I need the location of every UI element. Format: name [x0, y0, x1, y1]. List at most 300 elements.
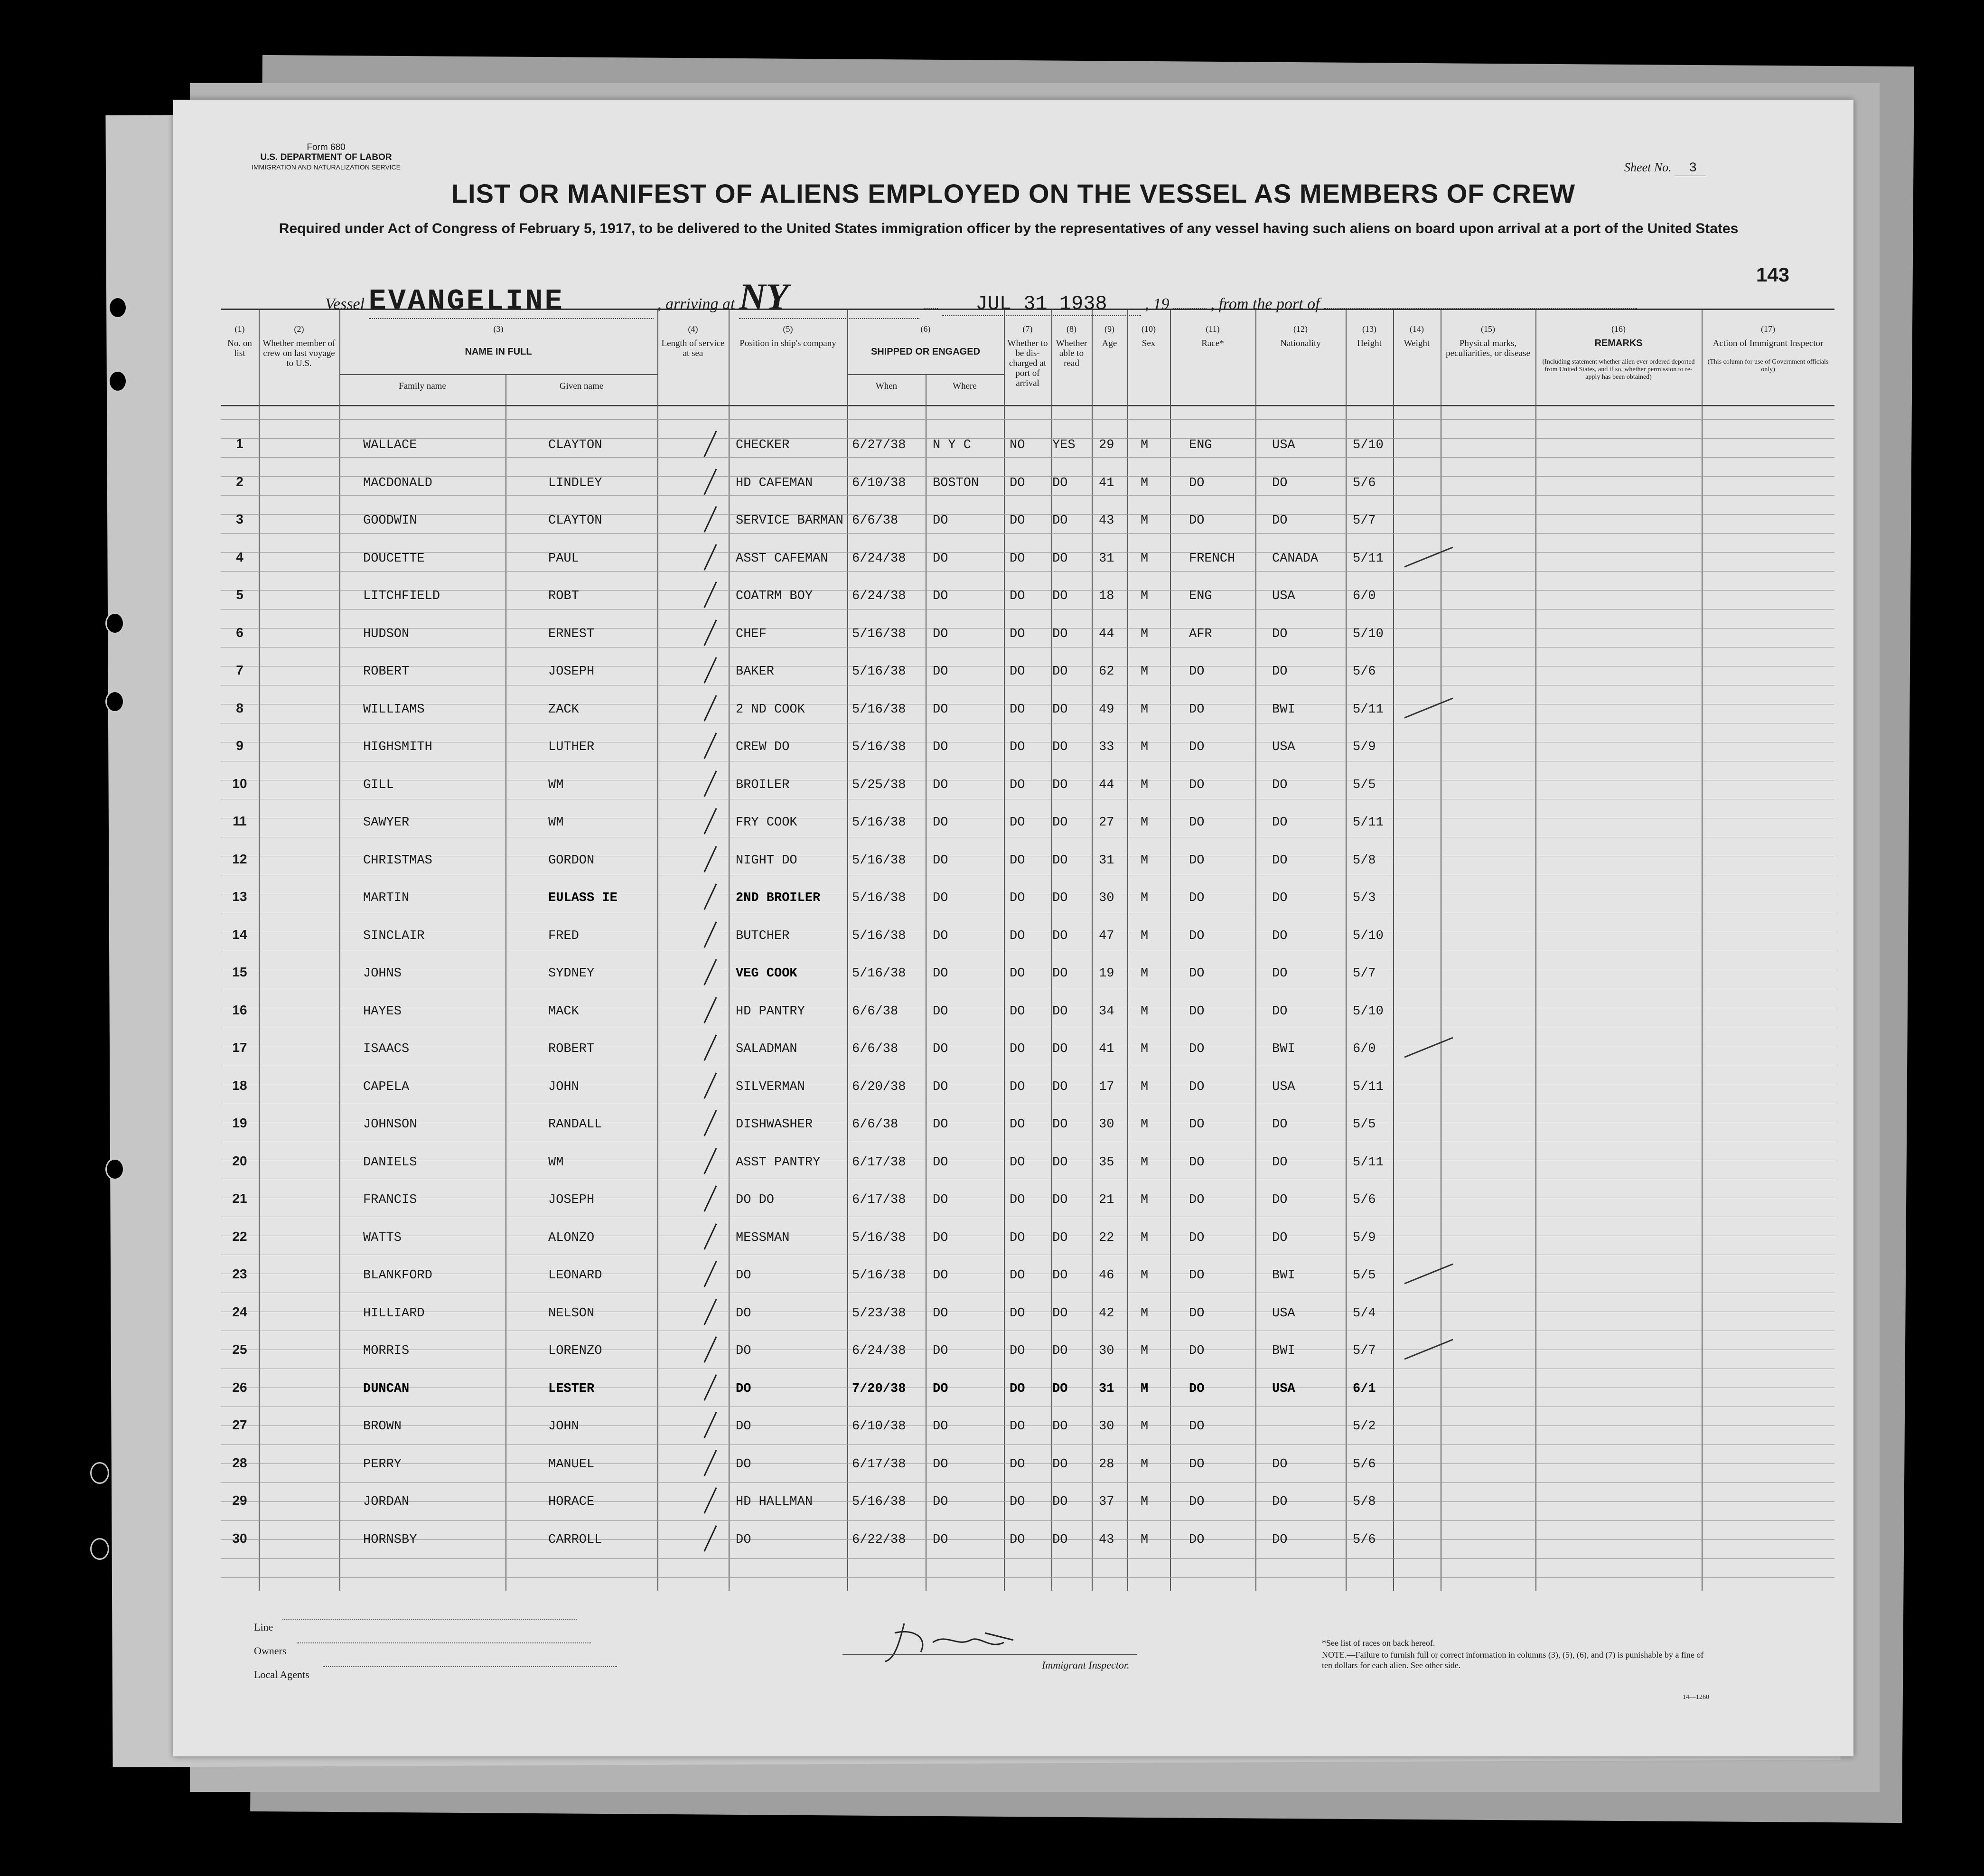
form-number: Form 680: [307, 142, 346, 152]
discharged-cell: DO: [1010, 589, 1025, 603]
line-label: Line: [254, 1621, 273, 1633]
family-name-cell: JORDAN: [363, 1495, 410, 1509]
sheet-label: Sheet No.: [1624, 160, 1672, 174]
height-cell: 5/6: [1353, 476, 1376, 490]
ruling-line: [221, 1558, 1834, 1559]
given-name-cell: ERNEST: [548, 627, 595, 641]
nationality-cell: USA: [1272, 438, 1295, 452]
shipped-where-cell: DO: [933, 816, 948, 830]
read-cell: DO: [1052, 589, 1068, 603]
service-length-mark: [703, 1412, 717, 1438]
column-number: (11): [1206, 324, 1220, 334]
row-number: 18: [232, 1078, 247, 1093]
owners-field: [297, 1642, 591, 1643]
column-divider: [259, 310, 260, 1591]
service-length-mark: [703, 1148, 717, 1174]
family-name-cell: CAPELA: [363, 1079, 410, 1094]
nationality-cell: BWI: [1272, 1268, 1295, 1283]
row-number: 8: [236, 700, 243, 715]
service-length-mark: [703, 1261, 717, 1287]
race-cell: DO: [1189, 1079, 1205, 1094]
service-length-mark: [703, 1034, 717, 1061]
age-cell: 18: [1099, 589, 1114, 603]
discharged-cell: DO: [1010, 1042, 1025, 1056]
shipped-where-cell: DO: [933, 1419, 948, 1434]
height-cell: 5/5: [1353, 1268, 1376, 1283]
sex-cell: M: [1141, 1495, 1149, 1509]
shipped-where-cell: DO: [933, 1117, 948, 1132]
given-name-cell: CARROLL: [548, 1532, 602, 1547]
shipped-where-cell: DO: [933, 514, 948, 528]
nationality-cell: DO: [1272, 816, 1288, 830]
given-name-cell: ROBT: [548, 589, 579, 603]
read-cell: DO: [1052, 1532, 1068, 1547]
position-cell: FRY COOK: [736, 816, 797, 830]
race-cell: DO: [1189, 1532, 1205, 1547]
discharged-cell: DO: [1010, 514, 1025, 528]
shipped-when-cell: 6/10/38: [852, 476, 906, 490]
shipped-when-cell: 5/16/38: [852, 853, 906, 868]
penalty-note: NOTE.—Failure to furnish full or correct information in columns (3), (5), (6), and (7) is punishable by a fine of ten dollars for each alien. See other side.: [1322, 1650, 1704, 1670]
race-cell: DO: [1189, 891, 1205, 905]
shipped-when-cell: 5/25/38: [852, 778, 906, 792]
check-mark: [1404, 697, 1453, 718]
given-name-cell: SYDNEY: [548, 966, 595, 981]
discharged-cell: NO: [1010, 438, 1025, 452]
service-length-mark: [703, 1450, 717, 1476]
nationality-cell: CANADA: [1272, 551, 1319, 566]
given-name-cell: LORENZO: [548, 1344, 602, 1358]
family-name-cell: MORRIS: [363, 1344, 410, 1358]
shipped-where-cell: DO: [933, 1344, 948, 1358]
age-cell: 17: [1099, 1079, 1114, 1094]
row-number: 20: [232, 1153, 247, 1168]
sex-cell: M: [1141, 627, 1149, 641]
family-name-cell: HILLIARD: [363, 1306, 425, 1321]
sex-cell: M: [1141, 665, 1149, 679]
shipped-where-cell: DO: [933, 1532, 948, 1547]
race-cell: ENG: [1189, 438, 1212, 452]
discharged-cell: DO: [1010, 778, 1025, 792]
race-cell: DO: [1189, 702, 1205, 717]
ruling-line: [221, 495, 1834, 496]
nationality-cell: DO: [1272, 1193, 1288, 1207]
read-cell: DO: [1052, 665, 1068, 679]
column-number: (1): [234, 324, 245, 334]
position-cell: DO: [736, 1344, 751, 1358]
service-length-mark: [703, 469, 717, 495]
column-number: (8): [1067, 324, 1076, 334]
family-name-cell: DANIELS: [363, 1155, 417, 1170]
discharged-cell: DO: [1010, 740, 1025, 754]
given-name-cell: WM: [548, 816, 564, 830]
agents-field: [323, 1666, 617, 1667]
height-cell: 5/8: [1353, 1495, 1376, 1509]
arriving-label: , arriving at: [657, 295, 735, 313]
ruling-line: [221, 571, 1834, 572]
nationality-cell: USA: [1272, 1079, 1295, 1094]
height-cell: 5/4: [1353, 1306, 1376, 1321]
height-cell: 5/11: [1353, 702, 1384, 717]
shipped-where-cell: DO: [933, 1193, 948, 1207]
family-name-cell: WATTS: [363, 1230, 402, 1245]
family-name-cell: CHRISTMAS: [363, 853, 432, 868]
shipped-when-cell: 6/24/38: [852, 589, 906, 603]
race-cell: FRENCH: [1189, 551, 1235, 566]
column-header: Race*: [1201, 338, 1224, 348]
position-cell: HD HALLMAN: [736, 1495, 813, 1509]
column-number: (5): [783, 324, 793, 334]
height-cell: 5/8: [1353, 853, 1376, 868]
given-name-cell: ROBERT: [548, 1042, 595, 1056]
height-cell: 5/6: [1353, 1457, 1376, 1472]
race-cell: DO: [1189, 1419, 1205, 1434]
check-mark: [1404, 1037, 1453, 1058]
family-name-cell: GILL: [363, 778, 394, 792]
shipped-where-cell: DO: [933, 702, 948, 717]
discharged-cell: DO: [1010, 1495, 1025, 1509]
form-footer: [221, 1595, 1834, 1742]
race-cell: ENG: [1189, 589, 1212, 603]
shipped-where-cell: DO: [933, 1381, 948, 1396]
race-cell: DO: [1189, 778, 1205, 792]
shipped-when-cell: 6/6/38: [852, 514, 898, 528]
owners-label: Owners: [254, 1645, 287, 1657]
service-length-mark: [703, 883, 717, 910]
sex-cell: M: [1141, 929, 1149, 943]
binder-hole: [105, 691, 124, 713]
shipped-when-cell: 6/20/38: [852, 1079, 906, 1094]
column-divider: [1051, 310, 1052, 1591]
age-cell: 44: [1099, 627, 1114, 641]
shipped-where-cell: N Y C: [933, 438, 972, 452]
position-cell: HD PANTRY: [736, 1004, 805, 1019]
column-number: (3): [493, 324, 504, 334]
sex-cell: M: [1141, 1079, 1149, 1094]
discharged-cell: DO: [1010, 1419, 1025, 1434]
height-cell: 5/2: [1353, 1419, 1376, 1434]
column-number: (17): [1761, 324, 1775, 334]
given-name-cell: NELSON: [548, 1306, 595, 1321]
stamp-number: 143: [1756, 263, 1789, 286]
ruling-line: [221, 1577, 1834, 1578]
nationality-cell: USA: [1272, 1306, 1295, 1321]
position-cell: COATRM BOY: [736, 589, 813, 603]
column-divider: [1255, 310, 1256, 1591]
nationality-cell: DO: [1272, 1532, 1288, 1547]
given-name-cell: ALONZO: [548, 1230, 595, 1245]
row-number: 16: [232, 1002, 247, 1017]
given-name-cell: MACK: [548, 1004, 579, 1019]
shipped-where-cell: DO: [933, 1495, 948, 1509]
age-cell: 44: [1099, 778, 1114, 792]
agents-label: Local Agents: [254, 1669, 309, 1680]
service-length-mark: [703, 544, 717, 571]
discharged-cell: DO: [1010, 665, 1025, 679]
shipped-where-cell: DO: [933, 1155, 948, 1170]
column-divider: [847, 310, 848, 1591]
nationality-cell: USA: [1272, 589, 1295, 603]
service-length-mark: [703, 619, 717, 646]
family-name-cell: SINCLAIR: [363, 929, 425, 943]
shipped-where-cell: DO: [933, 778, 948, 792]
row-number: 2: [236, 474, 243, 489]
nationality-cell: DO: [1272, 476, 1288, 490]
given-name-cell: JOSEPH: [548, 665, 595, 679]
column-divider: [1535, 310, 1536, 1591]
given-name-cell: PAUL: [548, 551, 579, 566]
ruling-line: [221, 552, 1834, 553]
row-number: 23: [232, 1266, 247, 1281]
position-cell: CHECKER: [736, 438, 790, 452]
binder-hole: [105, 612, 124, 634]
row-number: 27: [232, 1417, 247, 1432]
inspector-label: Immigrant Inspector.: [1042, 1659, 1130, 1671]
sex-cell: M: [1141, 891, 1149, 905]
vessel-label: Vessel: [325, 295, 365, 313]
age-cell: 28: [1099, 1457, 1114, 1472]
position-cell: DISHWASHER: [736, 1117, 813, 1132]
read-cell: DO: [1052, 1306, 1068, 1321]
height-cell: 5/11: [1353, 816, 1384, 830]
read-cell: DO: [1052, 1004, 1068, 1019]
shipped-where-cell: DO: [933, 853, 948, 868]
position-cell: DO: [736, 1381, 751, 1396]
read-cell: DO: [1052, 1268, 1068, 1283]
service: IMMIGRATION AND NATURALIZATION SERVICE: [252, 163, 401, 171]
shipped-when-cell: 6/22/38: [852, 1532, 906, 1547]
shipped-when-cell: 6/24/38: [852, 551, 906, 566]
read-cell: DO: [1052, 1344, 1068, 1358]
column-divider: [339, 310, 340, 1591]
column-divider: [657, 310, 658, 1591]
read-cell: DO: [1052, 702, 1068, 717]
position-cell: 2 ND COOK: [736, 702, 805, 717]
subheader-divider: [339, 374, 657, 375]
shipped-when-cell: 5/16/38: [852, 966, 906, 981]
column-header: NAME IN FULL: [465, 347, 532, 357]
shipped-when-cell: 6/6/38: [852, 1117, 898, 1132]
service-length-mark: [703, 1110, 717, 1136]
shipped-when-cell: 6/10/38: [852, 1419, 906, 1434]
header-divider: [221, 405, 1834, 406]
given-name-cell: WM: [548, 1155, 564, 1170]
service-length-mark: [703, 732, 717, 759]
column-header: REMARKS: [1594, 338, 1643, 348]
column-header: Height: [1357, 338, 1382, 348]
position-cell: VEG COOK: [736, 966, 797, 981]
shipped-when-cell: 5/16/38: [852, 891, 906, 905]
sex-cell: M: [1141, 1457, 1149, 1472]
given-name-cell: FRED: [548, 929, 579, 943]
sex-cell: M: [1141, 1117, 1149, 1132]
height-cell: 5/5: [1353, 778, 1376, 792]
row-number: 29: [232, 1493, 247, 1508]
row-number: 11: [233, 814, 247, 828]
column-header: Weight: [1404, 338, 1430, 348]
age-cell: 35: [1099, 1155, 1114, 1170]
race-cell: DO: [1189, 1117, 1205, 1132]
discharged-cell: DO: [1010, 929, 1025, 943]
age-cell: 37: [1099, 1495, 1114, 1509]
service-length-mark: [703, 1223, 717, 1250]
height-cell: 5/6: [1353, 1193, 1376, 1207]
shipped-where-cell: DO: [933, 665, 948, 679]
family-name-cell: HUDSON: [363, 627, 410, 641]
ruling-line: [221, 457, 1834, 458]
age-cell: 27: [1099, 816, 1114, 830]
race-cell: DO: [1189, 966, 1205, 981]
shipped-where-cell: DO: [933, 589, 948, 603]
race-cell: DO: [1189, 853, 1205, 868]
discharged-cell: DO: [1010, 1117, 1025, 1132]
row-number: 4: [236, 549, 243, 564]
shipped-when-cell: 6/27/38: [852, 438, 906, 452]
shipped-when-cell: 6/24/38: [852, 1344, 906, 1358]
read-cell: DO: [1052, 1457, 1068, 1472]
given-name-cell: EULASS IE: [548, 891, 618, 905]
height-cell: 5/7: [1353, 966, 1376, 981]
given-name-cell: LEONARD: [548, 1268, 602, 1283]
read-cell: DO: [1052, 966, 1068, 981]
column-header: Position in ship's company: [739, 338, 836, 348]
column-divider: [1702, 310, 1703, 1591]
row-number: 9: [236, 738, 243, 753]
row-number: 22: [232, 1229, 247, 1244]
ruling-line: [221, 609, 1834, 610]
height-cell: 5/6: [1353, 1532, 1376, 1547]
service-length-mark: [703, 808, 717, 835]
shipped-where-cell: DO: [933, 551, 948, 566]
height-cell: 5/10: [1353, 627, 1384, 641]
ruling-line: [221, 1463, 1834, 1464]
service-length-mark: [703, 921, 717, 948]
row-number: 21: [232, 1191, 247, 1206]
family-name-cell: BLANKFORD: [363, 1268, 432, 1283]
service-length-mark: [703, 1487, 717, 1514]
discharged-cell: DO: [1010, 702, 1025, 717]
column-number: (14): [1410, 324, 1424, 334]
height-cell: 5/5: [1353, 1117, 1376, 1132]
column-divider: [1127, 310, 1128, 1591]
read-cell: DO: [1052, 1193, 1068, 1207]
read-cell: DO: [1052, 627, 1068, 641]
binder-hole: [108, 297, 127, 319]
read-cell: DO: [1052, 1419, 1068, 1434]
read-cell: DO: [1052, 551, 1068, 566]
family-name-cell: PERRY: [363, 1457, 402, 1472]
height-cell: 5/7: [1353, 1344, 1376, 1358]
family-name-cell: LITCHFIELD: [363, 589, 440, 603]
sex-cell: M: [1141, 1306, 1149, 1321]
department: U.S. DEPARTMENT OF LABOR: [260, 152, 392, 162]
sex-cell: M: [1141, 702, 1149, 717]
read-cell: DO: [1052, 476, 1068, 490]
shipped-where-cell: DO: [933, 929, 948, 943]
column-header: Physical marks, peculiarities, or disease: [1446, 338, 1530, 358]
sex-cell: M: [1141, 438, 1149, 452]
shipped-when-cell: 5/16/38: [852, 1268, 906, 1283]
subcolumn-header: Where: [953, 381, 977, 391]
binder-hole: [105, 1158, 124, 1180]
shipped-where-cell: DO: [933, 966, 948, 981]
position-cell: BAKER: [736, 665, 775, 679]
sex-cell: M: [1141, 778, 1149, 792]
column-divider: [1092, 310, 1093, 1591]
column-number: (12): [1293, 324, 1308, 334]
race-cell: DO: [1189, 1042, 1205, 1056]
read-cell: DO: [1052, 1042, 1068, 1056]
family-name-cell: DUNCAN: [363, 1381, 410, 1396]
service-length-mark: [703, 506, 717, 533]
age-cell: 30: [1099, 1344, 1114, 1358]
position-cell: CHEF: [736, 627, 767, 641]
age-cell: 30: [1099, 1419, 1114, 1434]
position-cell: BROILER: [736, 778, 790, 792]
column-number: (2): [294, 324, 304, 334]
age-cell: 62: [1099, 665, 1114, 679]
service-length-mark: [703, 1185, 717, 1212]
position-cell: DO: [736, 1457, 751, 1472]
binder-hole: [90, 1538, 109, 1560]
line-field: [282, 1619, 577, 1620]
column-header: SHIPPED OR ENGAGED: [870, 347, 981, 357]
service-length-mark: [703, 431, 717, 457]
read-cell: DO: [1052, 853, 1068, 868]
position-cell: SALADMAN: [736, 1042, 797, 1056]
race-cell: DO: [1189, 514, 1205, 528]
age-cell: 19: [1099, 966, 1114, 981]
nationality-cell: DO: [1272, 966, 1288, 981]
column-header: Action of Immigrant Inspector: [1713, 338, 1824, 348]
nationality-cell: DO: [1272, 1457, 1288, 1472]
service-length-mark: [703, 997, 717, 1023]
column-number: (9): [1104, 324, 1114, 334]
age-cell: 47: [1099, 929, 1114, 943]
nationality-cell: DO: [1272, 665, 1288, 679]
arriving-port: NY: [739, 275, 919, 319]
shipped-when-cell: 5/16/38: [852, 627, 906, 641]
given-name-cell: WM: [548, 778, 564, 792]
shipped-where-cell: DO: [933, 1306, 948, 1321]
nationality-cell: DO: [1272, 1117, 1288, 1132]
subcolumn-header: Family name: [399, 381, 446, 391]
age-cell: 46: [1099, 1268, 1114, 1283]
shipped-where-cell: DO: [933, 1079, 948, 1094]
shipped-when-cell: 5/16/38: [852, 816, 906, 830]
ruling-line: [221, 1539, 1834, 1540]
manifest-page: [173, 100, 1853, 1756]
read-cell: DO: [1052, 1230, 1068, 1245]
row-number: 5: [236, 587, 243, 602]
sex-cell: M: [1141, 1532, 1149, 1547]
discharged-cell: DO: [1010, 1230, 1025, 1245]
year-label: , 19: [1145, 295, 1170, 313]
row-number: 25: [232, 1342, 247, 1357]
read-cell: DO: [1052, 514, 1068, 528]
age-cell: 31: [1099, 1381, 1114, 1396]
ruling-line: [221, 1501, 1834, 1502]
ruling-line: [221, 533, 1834, 534]
shipped-where-cell: DO: [933, 1268, 948, 1283]
nationality-cell: DO: [1272, 627, 1288, 641]
discharged-cell: DO: [1010, 1079, 1025, 1094]
sex-cell: M: [1141, 740, 1149, 754]
column-header: Age: [1102, 338, 1117, 348]
sex-cell: M: [1141, 1381, 1149, 1396]
inspector-signature: [876, 1614, 1028, 1671]
service-length-mark: [703, 657, 717, 684]
